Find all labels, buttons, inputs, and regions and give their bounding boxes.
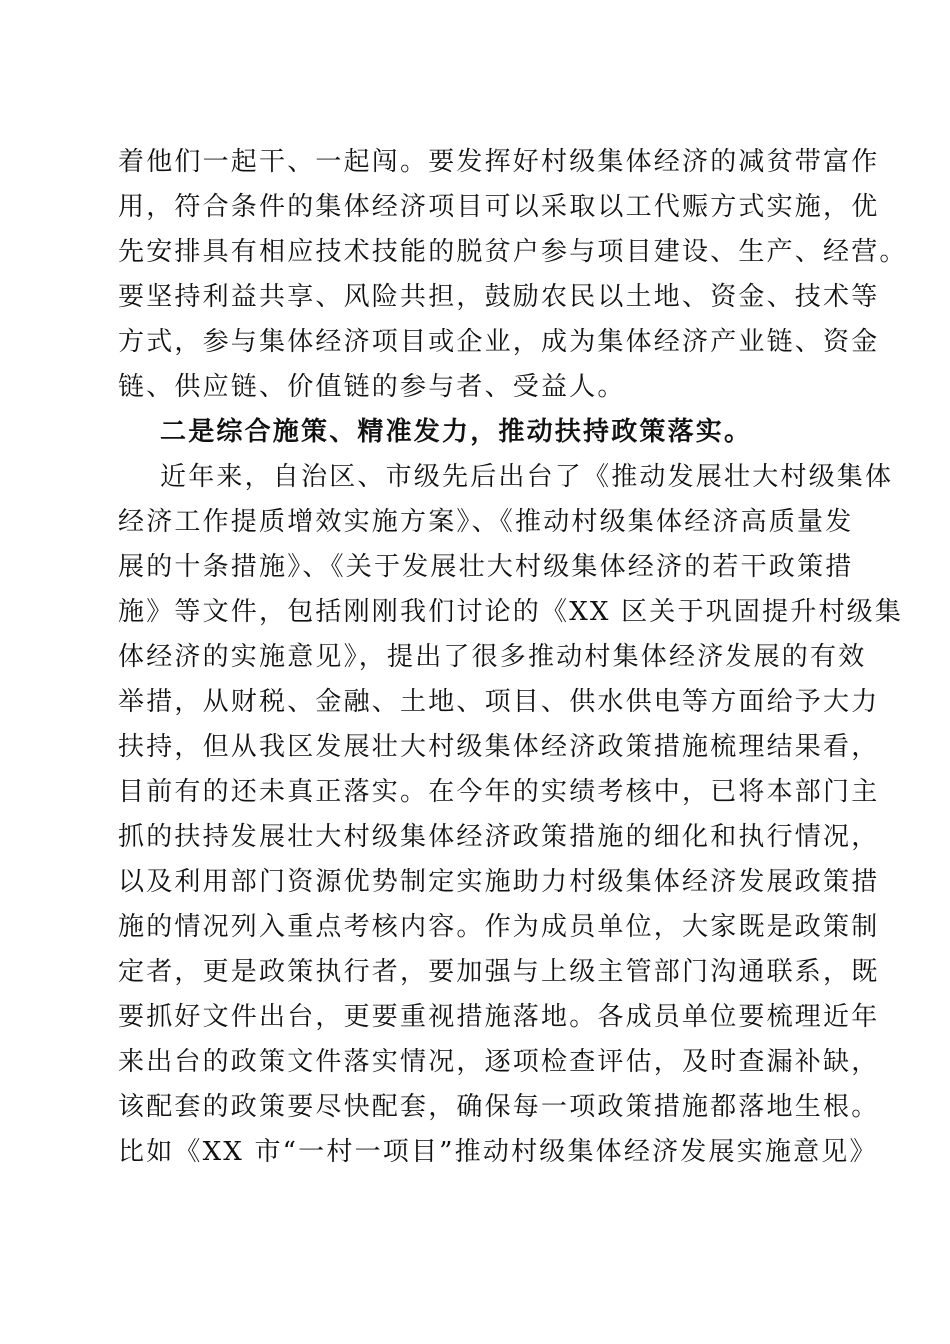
body-text-line: 施》等文件，包括刚刚我们讨论的《XX 区关于巩固提升村级集 bbox=[118, 597, 904, 627]
body-text-line: 施的情况列入重点考核内容。作为成员单位，大家既是政策制 bbox=[118, 912, 880, 942]
section-heading: 二是综合施策、精准发力，推动扶持政策落实。 bbox=[160, 417, 753, 447]
body-text-line: 抓的扶持发展壮大村级集体经济政策措施的细化和执行情况， bbox=[118, 822, 880, 852]
body-text-line: 要坚持利益共享、风险共担，鼓励农民以土地、资金、技术等 bbox=[118, 282, 880, 312]
body-text-line: 比如《XX 市“一村一项目”推动村级集体经济发展实施意见》 bbox=[118, 1137, 878, 1167]
body-text-line: 先安排具有相应技术技能的脱贫户参与项目建设、生产、经营。 bbox=[118, 237, 908, 267]
body-text-line: 要抓好文件出台，更要重视措施落地。各成员单位要梳理近年 bbox=[118, 1002, 880, 1032]
body-text-line: 体经济的实施意见》，提出了很多推动村集体经济发展的有效 bbox=[118, 642, 867, 672]
body-text-line: 举措，从财税、金融、土地、项目、供水供电等方面给予大力 bbox=[118, 687, 880, 717]
body-text-line: 定者，更是政策执行者，要加强与上级主管部门沟通联系，既 bbox=[118, 957, 880, 987]
body-text-line: 链、供应链、价值链的参与者、受益人。 bbox=[118, 372, 626, 402]
body-text-line: 展的十条措施》、《关于发展壮大村级集体经济的若干政策措 bbox=[118, 552, 854, 582]
body-text-line: 该配套的政策要尽快配套，确保每一项政策措施都落地生根。 bbox=[118, 1092, 880, 1122]
body-text-line: 着他们一起干、一起闯。要发挥好村级集体经济的减贫带富作 bbox=[118, 147, 880, 177]
body-text-line: 目前有的还未真正落实。在今年的实绩考核中，已将本部门主 bbox=[118, 777, 880, 807]
body-text-line: 扶持，但从我区发展壮大村级集体经济政策措施梳理结果看， bbox=[118, 732, 880, 762]
body-text-line: 经济工作提质增效实施方案》、《推动村级集体经济高质量发 bbox=[118, 507, 854, 537]
body-text-line: 以及利用部门资源优势制定实施助力村级集体经济发展政策措 bbox=[118, 867, 880, 897]
body-text-line: 方式，参与集体经济项目或企业，成为集体经济产业链、资金 bbox=[118, 327, 880, 357]
body-text-line: 近年来，自治区、市级先后出台了《推动发展壮大村级集体 bbox=[160, 462, 894, 492]
body-text-line: 来出台的政策文件落实情况，逐项检查评估，及时查漏补缺， bbox=[118, 1047, 880, 1077]
body-text-line: 用，符合条件的集体经济项目可以采取以工代赈方式实施，优 bbox=[118, 192, 880, 222]
